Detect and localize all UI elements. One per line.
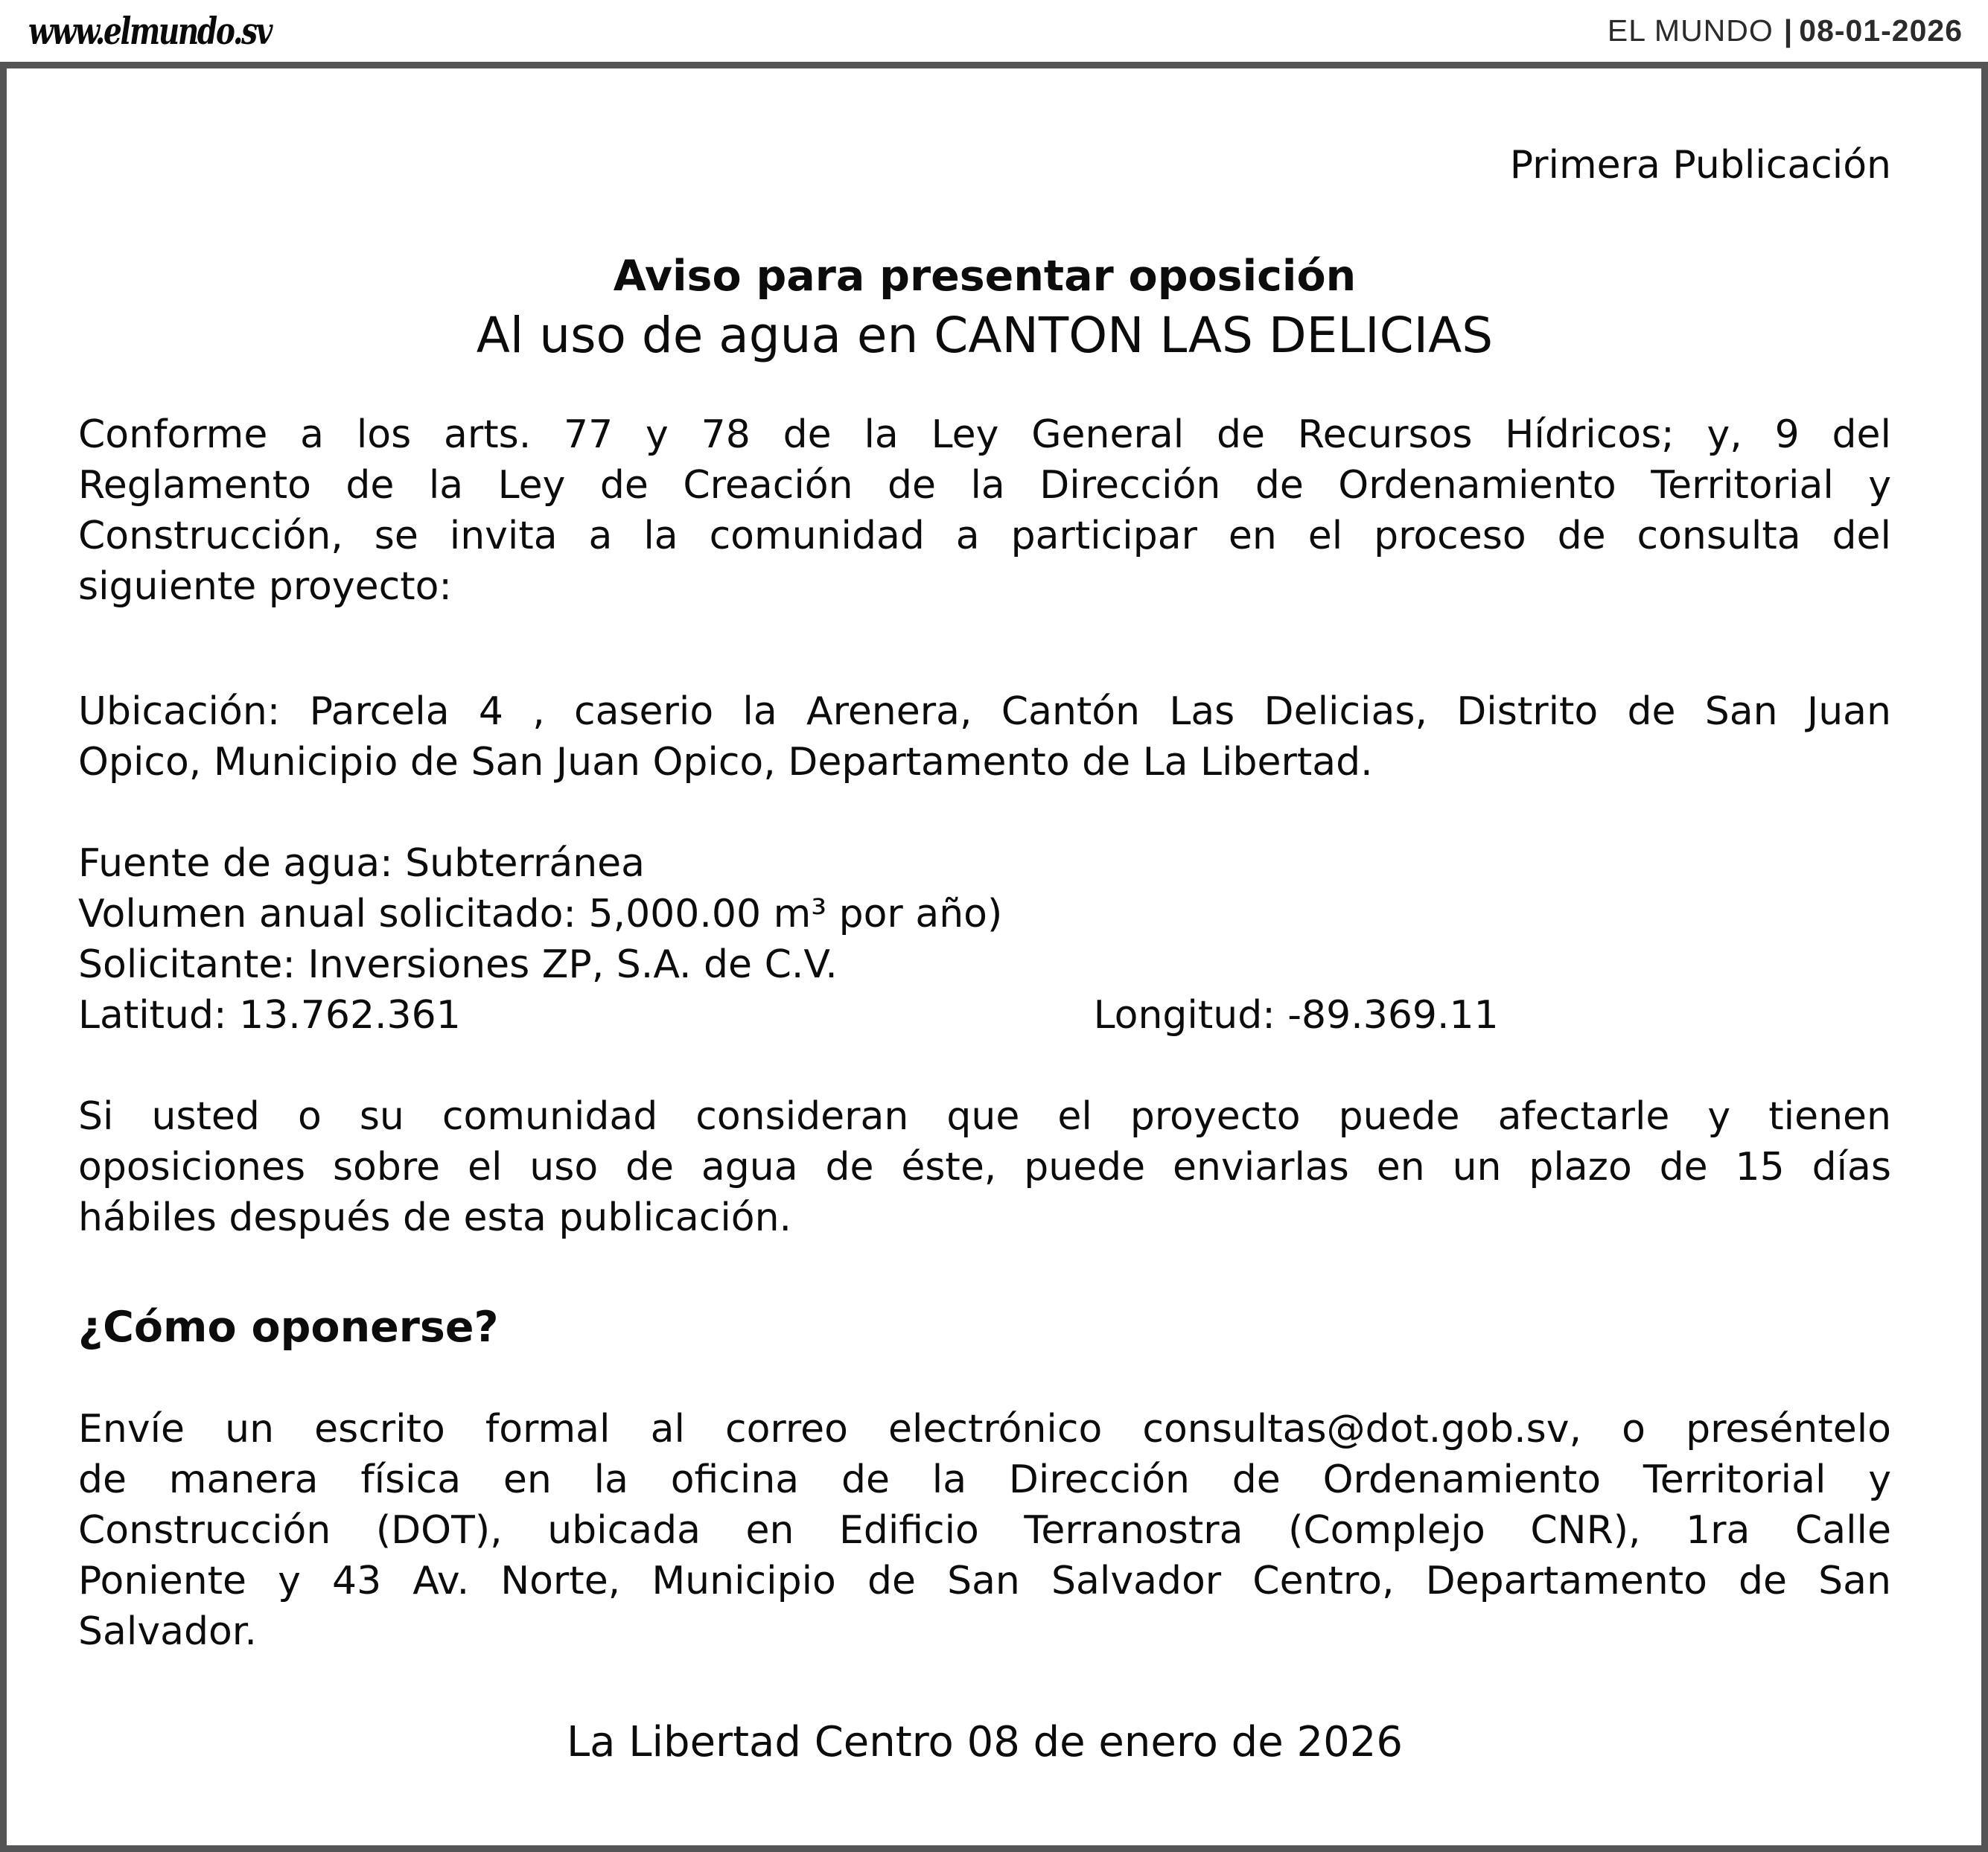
text-line: Construcción (DOT), ubicada en Edificio Terranostra (Complejo CNR), 1ra Calle bbox=[78, 1508, 1891, 1553]
text-line: Poniente y 43 Av. Norte, Municipio de San Salvador Centro, Departamento de San bbox=[78, 1559, 1891, 1603]
project-details bbox=[78, 838, 1891, 1041]
text-line: Conforme a los arts. 77 y 78 de la Ley General de Recursos Hídricos; y, 9 del bbox=[78, 412, 1891, 457]
text-line: de manera física en la oficina de la Dirección de Ordenamiento Territorial y bbox=[78, 1457, 1891, 1502]
location-paragraph bbox=[78, 686, 1891, 788]
latitude-value: Latitud: 13.762.361 bbox=[78, 993, 461, 1038]
longitude-value: Longitud: -89.369.11 bbox=[1093, 993, 1499, 1038]
intro-paragraph bbox=[78, 409, 1891, 612]
text-line: Opico, Municipio de San Juan Opico, Departamento de La Libertad. bbox=[78, 740, 1373, 785]
text-line: Construcción, se invita a la comunidad a participar en el proceso de consulta del bbox=[78, 514, 1891, 558]
water-source-line: Fuente de agua: Subterránea bbox=[78, 841, 646, 886]
notice-subtitle: Al uso de agua en CANTON LAS DELICIAS bbox=[476, 307, 1494, 364]
site-url-logo: www.elmundo.sv bbox=[28, 9, 272, 53]
text-line: Ubicación: Parcela 4 , caserio la Arenera, Cantón Las Delicias, Distrito de San Juan bbox=[78, 689, 1891, 734]
notice-title: Aviso para presentar oposición bbox=[613, 252, 1357, 301]
closing-date: La Libertad Centro 08 de enero de 2026 bbox=[566, 1718, 1403, 1766]
notice-frame bbox=[0, 62, 1988, 1852]
masthead-paper-date bbox=[1608, 13, 1963, 48]
paper-name: EL MUNDO bbox=[1607, 13, 1774, 48]
masthead-date: 08-01-2026 bbox=[1799, 13, 1963, 48]
coordinates-row bbox=[78, 990, 1891, 1041]
text-line: siguiente proyecto: bbox=[78, 564, 452, 609]
publication-label: Primera Publicación bbox=[1509, 143, 1891, 188]
masthead-separator: | bbox=[1783, 13, 1794, 48]
text-line: Envíe un escrito formal al correo electrónico consultas@dot.gob.sv, o preséntelo bbox=[78, 1407, 1891, 1452]
annual-volume-line: Volumen anual solicitado: 5,000.00 m³ por año) bbox=[78, 892, 1003, 936]
how-to-oppose-heading: ¿Cómo oponerse? bbox=[78, 1303, 499, 1352]
opposition-deadline-paragraph bbox=[78, 1091, 1891, 1243]
text-line: Salvador. bbox=[78, 1609, 257, 1654]
text-line: Reglamento de la Ley de Creación de la Dirección de Ordenamiento Territorial y bbox=[78, 463, 1891, 508]
text-line: oposiciones sobre el uso de agua de éste, puede enviarlas en un plazo de 15 días bbox=[78, 1145, 1891, 1190]
text-line: Si usted o su comunidad consideran que el proyecto puede afectarle y tienen bbox=[78, 1094, 1891, 1139]
text-line: hábiles después de esta publicación. bbox=[78, 1195, 792, 1240]
applicant-line: Solicitante: Inversiones ZP, S.A. de C.V. bbox=[78, 942, 838, 987]
masthead bbox=[0, 0, 1988, 62]
how-to-oppose-paragraph bbox=[78, 1404, 1891, 1657]
